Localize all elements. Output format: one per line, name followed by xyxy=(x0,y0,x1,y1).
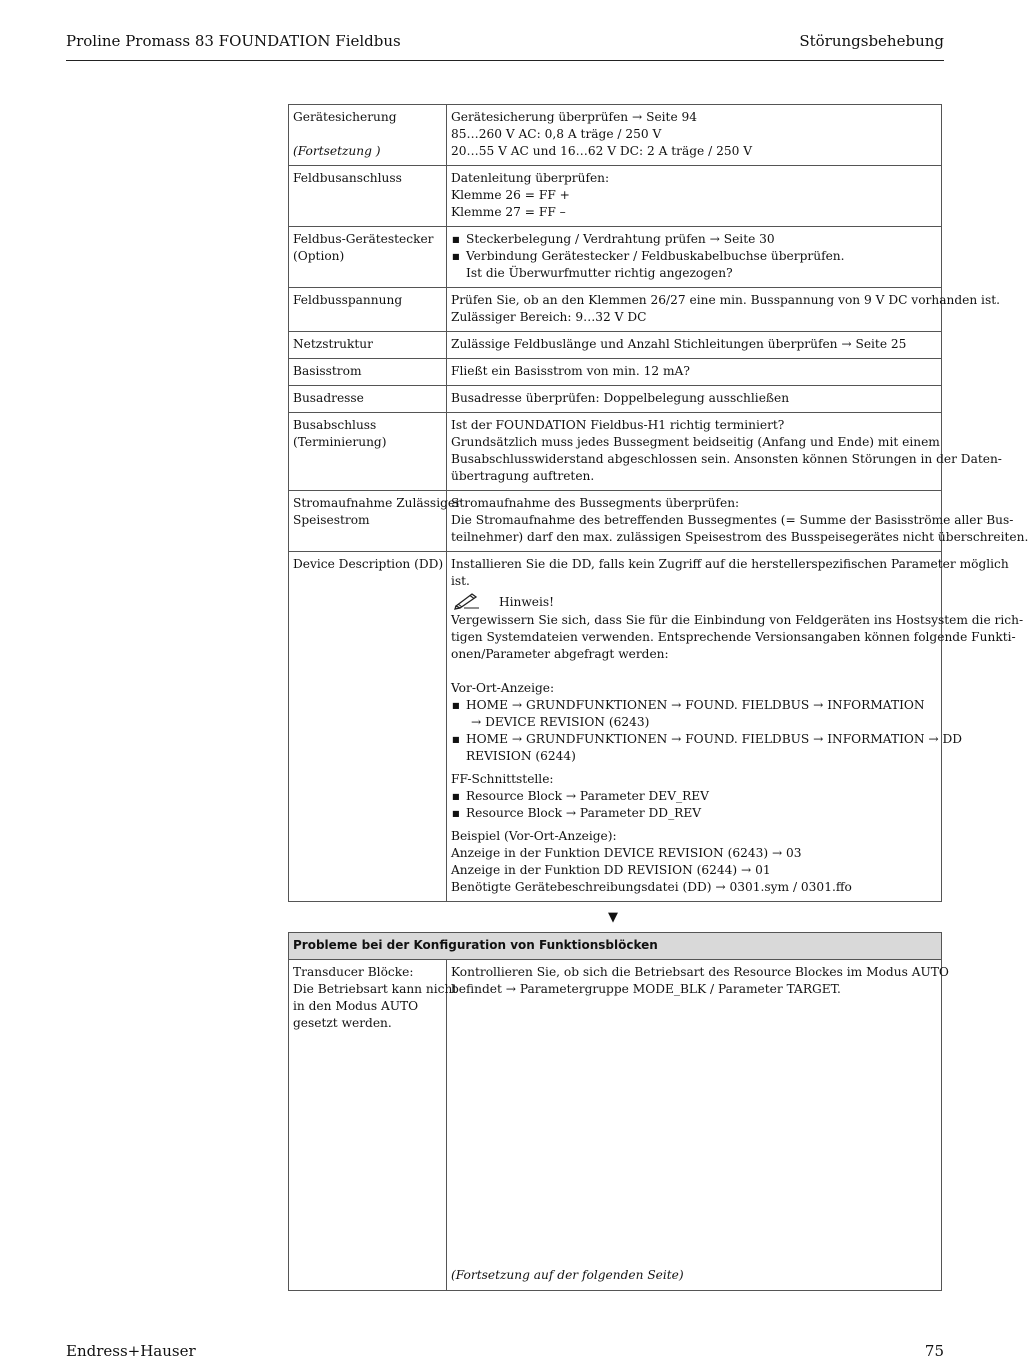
section-heading: Probleme bei der Konfiguration von Funktionsblöcken xyxy=(289,933,942,960)
list-item: ■ Steckerbelegung / Verdrahtung prüfen → Seite 30 xyxy=(451,231,937,248)
down-arrow-icon: ▼ xyxy=(608,910,618,925)
table-row: Busadresse Busadresse überprüfen: Doppelbelegung ausschließen xyxy=(289,386,942,413)
table-row: Feldbusspannung Prüfen Sie, ob an den Klemmen 26/27 eine min. Busspannung von 9 V DC vorhanden ist. Zulässiger Bereich: 9…32 V DC xyxy=(289,288,942,332)
row-label: Gerätesicherung xyxy=(293,110,397,124)
row-label: Stromaufnahme Zulässiger xyxy=(293,496,461,510)
footer-company: Endress+Hauser xyxy=(66,1342,196,1360)
table-row: Netzstruktur Zulässige Feldbuslänge und Anzahl Stichleitungen überprüfen → Seite 25 xyxy=(289,332,942,359)
table-row: Gerätesicherung (Fortsetzung ) Gerätesicherung überprüfen → Seite 94 85…260 V AC: 0,8 A träge / 250 V 20…55 V AC und 16…62 V DC: 2 A träge / 250 V xyxy=(289,105,942,166)
hint-label: Hinweis! xyxy=(499,595,555,609)
row-label: Feldbusanschluss xyxy=(293,171,402,185)
section-heading-row xyxy=(289,933,942,960)
pencil-note-icon xyxy=(453,591,481,609)
row-label: Busadresse xyxy=(293,391,364,405)
table-row: Device Description (DD) Installieren Sie die DD, falls kein Zugriff auf die herstellerspezifischen Parameter möglich ist. Hinweis! Vergewissern Sie sich, dass Sie für die Einbindung von Feldgeräten ins Hostsystem die rich- tigen Systemdateien verwenden. Entsprechende Versionsangaben können folgende Funkti- onen/Parameter abgefragt werden: Vor-Ort-Anzeige: ■ HOME → GRUNDFUNKTIONEN → FOUND. FIELDBUS → INFORMATION → DEVICE REVISION (6243) ■ HOME → GRUNDFUNKTIONEN → FOUND. FIELDBUS → INFORMATION → DD REVISION (6244) FF-Schnittstelle: ■ Resource Block → Parameter DEV_REV ■ Resource Block → Parameter DD_REV Beispiel (Vor-Ort-Anzeige): Anzeige in der Funktion DEVICE REVISION (6243) → 03 Anzeige in der Funktion DD REVISION (6244) → 01 Benötigte Gerätebeschreibungsdatei (DD) → 0301.sym / 0301.ffo xyxy=(289,552,942,902)
list-item: ■ Resource Block → Parameter DD_REV xyxy=(451,805,937,822)
table-row: Feldbusanschluss Datenleitung überprüfen: Klemme 26 = FF + Klemme 27 = FF – xyxy=(289,166,942,227)
header-section: Störungsbehebung xyxy=(799,32,944,50)
header-title: Proline Promass 83 FOUNDATION Fieldbus xyxy=(66,32,401,50)
table-row: Feldbus-Gerätestecker (Option) ■ Steckerbelegung / Verdrahtung prüfen → Seite 30 ■ Verbindung Gerätestecker / Feldbuskabelbuchse überprüfen. Ist die Überwurfmutter richtig angezogen? xyxy=(289,227,942,288)
page-number: 75 xyxy=(924,1342,944,1360)
row-label: Netzstruktur xyxy=(293,337,373,351)
table-row: Stromaufnahme Zulässiger Speisestrom Stromaufnahme des Bussegments überprüfen: Die Stromaufnahme des betreffenden Bussegmentes (= Summe der Basisströme aller Bus- teilnehmer) darf den max. zulässigen Speisestrom des Busspeisegerätes nicht überschreiten. xyxy=(289,491,942,552)
table-row: Basisstrom Fließt ein Basisstrom von min. 12 mA? xyxy=(289,359,942,386)
row-label: Basisstrom xyxy=(293,364,362,378)
hint-block xyxy=(451,590,937,612)
list-item: ■ HOME → GRUNDFUNKTIONEN → FOUND. FIELDBUS → INFORMATION xyxy=(451,697,937,714)
row-label: Device Description (DD) xyxy=(293,557,444,571)
function-block-table xyxy=(288,932,949,1291)
row-label: Feldbusspannung xyxy=(293,293,403,307)
list-item: ■ HOME → GRUNDFUNKTIONEN → FOUND. FIELDBUS → INFORMATION → DD xyxy=(451,731,937,748)
list-item: ■ Resource Block → Parameter DEV_REV xyxy=(451,788,937,805)
row-label: Transducer Blöcke: xyxy=(293,965,414,979)
row-label: Feldbus-Gerätestecker xyxy=(293,232,434,246)
table-row: Transducer Blöcke: Die Betriebsart kann nicht in den Modus AUTO gesetzt werden. Kontrollieren Sie, ob sich die Betriebsart des Resource Blockes im Modus AUTO befindet → Parametergruppe MODE_BLK / Parameter TARGET. (Fortsetzung auf der folgenden Seite) xyxy=(289,960,942,1291)
continued-note: (Fortsetzung auf der folgenden Seite) xyxy=(451,1268,684,1282)
troubleshooting-table xyxy=(288,104,1028,902)
continuation-note: (Fortsetzung ) xyxy=(293,144,381,158)
list-item: ■ Verbindung Gerätestecker / Feldbuskabelbuchse überprüfen. xyxy=(451,248,937,265)
table-row: Busabschluss (Terminierung) Ist der FOUNDATION Fieldbus-H1 richtig terminiert? Grundsätzlich muss jedes Bussegment beidseitig (Anfang und Ende) mit einem Busabschlusswiderstand abgeschlossen sein. Ansonsten können Störungen in der Daten- übertragung auftreten. xyxy=(289,413,942,491)
row-label: Busabschluss xyxy=(293,418,377,432)
page-header xyxy=(66,32,944,61)
